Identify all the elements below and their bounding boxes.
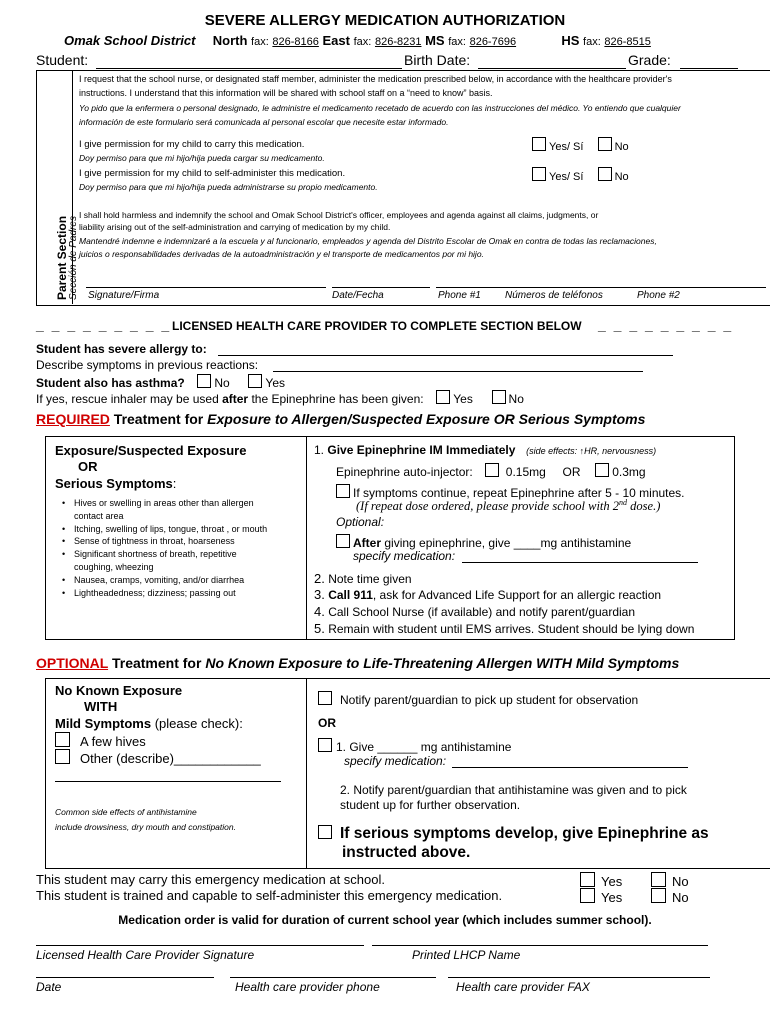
hs-label: HS [561,33,580,48]
birth-date-field[interactable] [478,68,626,69]
symptom-item: • Hives or swelling in areas other than allergen contact area [62,497,267,523]
step-1-text: Give Epinephrine IM Immediately [327,443,516,457]
specify-medication-label: specify medication: [353,549,456,563]
hs-fax-label: fax: [583,36,601,48]
required-divider [306,436,307,639]
optional-specify-field[interactable] [452,767,688,768]
lhcp-printed-name-label: Printed LHCP Name [412,948,521,962]
footer-self-no: No [651,888,689,905]
asthma-yes-checkbox[interactable] [248,374,262,388]
symptoms-field[interactable] [273,371,643,372]
harmless-es-2: juicios o responsabilidades derivadas de la autoadministración y el transporte de medicamentos por mi hijo. [79,249,484,259]
ms-fax-label: fax: [448,36,466,48]
serious-symptoms-text-2: instructed above. [342,844,471,861]
optional-treatment-for: Treatment for [108,655,206,671]
severe-allergy-field[interactable] [218,355,673,356]
footer-self-yes-checkbox[interactable] [580,888,595,903]
optional-word: OPTIONAL [36,655,109,671]
symptom-item: • Significant shortness of breath, repetitive coughing, wheezing [62,548,267,574]
north-fax-label: fax: [251,36,269,48]
give-antihistamine-row [318,738,511,754]
other-describe-field[interactable] [55,781,281,782]
birth-date-label: Birth Date: [404,52,471,68]
inhaler-yes-checkbox[interactable] [436,390,450,404]
serious-symptoms-text-1: If serious symptoms develop, give Epinephrine as [340,825,709,842]
validity-statement: Medication order is valid for duration of current school year (which includes summer school). [118,913,652,927]
dose-015-label: 0.15mg [505,465,546,479]
notify-pickup-text: Notify parent/guardian to pick up student for observation [340,693,639,707]
required-treatment-for: Treatment for [109,411,208,427]
footer-carry-yes-checkbox[interactable] [580,872,595,887]
phone1-label: Phone #1 [438,290,481,301]
district-header [64,33,651,48]
north-fax: 826-8166 [272,36,319,48]
serious-symptoms-row-1 [318,825,709,843]
lhcp-date-field[interactable] [36,977,214,978]
hs-fax: 826-8515 [604,36,651,48]
dose-03-label: 0.3mg [612,465,646,479]
lhcp-date-label: Date [36,980,62,994]
banner-dashes-left: _ _ _ _ _ _ _ _ _ [36,317,172,333]
phone2-label: Phone #2 [637,290,680,301]
asthma-no-checkbox[interactable] [197,374,211,388]
optional-label: Optional: [336,515,385,529]
side-effects: (side effects: ↑HR, nervousness) [526,446,657,456]
with-label: WITH [84,699,118,714]
notify-pickup-row [318,691,638,707]
optional-heading-rest: No Known Exposure to Life-Threatening Allergen WITH Mild Symptoms [205,655,680,671]
symptom-item: • Itching, swelling of lips, tongue, throat , or mouth [62,523,267,536]
request-es-1: Yo pido que la enfermera o personal designado, le administre el medicamento recetado de acuerdo con las instrucciones del médico. Yo entiendo que cualquier [79,103,681,113]
dose-or: OR [562,465,581,479]
mild-symptoms-heading: Mild Symptoms (please check): [55,716,243,731]
harmless-en-2: liability arising out of the self-administration and carrying of medication by my child. [79,222,391,232]
required-word: REQUIRED [36,411,110,427]
repeat-checkbox[interactable] [336,484,350,498]
dose-03-checkbox[interactable] [595,463,609,477]
asthma-yes-label: Yes [265,376,285,390]
footer-carry-yes: Yes [580,872,622,889]
other-label: Other (describe)____________ [80,751,261,766]
inhaler-after: after [222,392,249,406]
symptom-item: • Sense of tightness in throat, hoarseness [62,535,267,548]
lhcp-phone-field[interactable] [230,977,436,978]
carry-yes-checkbox[interactable] [532,137,546,151]
request-en-1: I request that the school nurse, or designated staff member, administer the medication prescribed below, in accordance with the healthcare provider's [79,74,672,84]
step-1: 1. Give Epinephrine IM Immediately (side effects: ↑HR, nervousness) [314,443,657,457]
antihistamine-after-checkbox[interactable] [336,534,350,548]
lhcp-phone-label: Health care provider phone [235,980,380,994]
footer-self-no-checkbox[interactable] [651,888,666,903]
symptom-list [48,497,267,599]
east-fax-label: fax: [353,36,372,48]
harmless-es-1: Mantendré indemne e indemnizaré a la escuela y al funcionario, empleados y agenda del Distrito Escolar de Omak en contra de todas las reclamaciones, [79,236,657,246]
request-es-2: información de este formulario será comunicada al personal escolar que necesite estar informado. [79,117,449,127]
carry-permission-es: Doy permiso para que mi hijo/hija pueda cargar su medicamento. [79,153,325,163]
parent-section-label-es: Sección de Padres [68,216,79,300]
lhcp-banner: LICENSED HEALTH CARE PROVIDER TO COMPLETE SECTION BELOW [172,319,582,333]
inhaler-text-pre: If yes, rescue inhaler may be used [36,392,223,406]
asthma-no-label: No [214,376,230,390]
severe-allergy-label: Student has severe allergy to: [36,342,207,356]
district-name: Omak School District [64,33,196,48]
notify-pickup-checkbox[interactable] [318,691,332,705]
self-admin-statement: This student is trained and capable to self-administer this emergency medication. [36,888,503,903]
lhcp-fax-field[interactable] [448,977,710,978]
required-heading [36,411,645,427]
request-en-2: instructions. I understand that this information will be shared with school staff on a “need to know” basis. [79,88,493,98]
inhaler-yes-label: Yes [453,392,473,406]
notify-given-2: student up for further observation. [340,798,521,812]
carry-statement: This student may carry this emergency medication at school. [36,872,385,887]
asthma-row [36,374,285,390]
notify-given-1: 2. Notify parent/guardian that antihistamine was given and to pick [340,783,687,797]
self-no-checkbox[interactable] [598,167,612,181]
few-hives-checkbox[interactable] [55,732,70,747]
self-yes-label: Yes/ Sí [549,171,584,183]
give-antihistamine-checkbox[interactable] [318,738,332,752]
grade-label: Grade: [628,52,671,68]
inhaler-text-post: the Epinephrine has been given: [248,392,424,406]
serious-symptoms-heading: Serious Symptoms: [55,476,177,491]
antihistamine-after-row: After giving epinephrine, give ____mg antihistamine [336,534,631,550]
optional-divider [306,678,307,868]
east-label: East [322,33,350,48]
dose-015-checkbox[interactable] [485,463,499,477]
step-4: 4. Call School Nurse (if available) and notify parent/guardian [314,604,636,619]
carry-no-label: No [614,141,629,153]
other-row [55,749,261,766]
lhcp-signature-field[interactable] [36,945,364,946]
parent-signature-field[interactable] [86,287,326,288]
self-options [532,167,629,183]
symptoms-label: Describe symptoms in previous reactions: [36,358,259,372]
optional-or: OR [318,716,336,730]
page-title: SEVERE ALLERGY MEDICATION AUTHORIZATION [204,12,566,29]
no-known-exposure-heading: No Known Exposure [55,683,183,698]
asthma-label: Student also has asthma? [36,376,185,390]
exposure-heading: Exposure/Suspected Exposure [55,443,247,458]
grade-field[interactable] [680,68,738,69]
date-label: Date/Fecha [332,290,384,301]
step-5: 5. Remain with student until EMS arrives. Student should be lying down [314,621,695,636]
ms-label: MS [425,33,445,48]
banner-dashes-right: _ _ _ _ _ _ _ _ _ [598,317,734,333]
carry-yes-label: Yes/ Sí [549,141,584,153]
autoinjector-label: Epinephrine auto-injector: [336,465,473,479]
footer-carry-no-checkbox[interactable] [651,872,666,887]
east-fax: 826-8231 [374,36,422,48]
inhaler-no-label: No [508,392,524,406]
lhcp-printed-name-field[interactable] [372,945,708,946]
lhcp-fax-label: Health care provider FAX [456,980,590,994]
self-permission-es: Doy permiso para que mi hijo/hija pueda administrarse su propio medicamento. [79,182,378,192]
optional-heading [36,655,679,671]
repeat-note: (If repeat dose ordered, please provide school with 2nd dose.) [356,498,661,514]
specify-medication-field[interactable] [462,562,698,563]
autoinjector-row [336,463,646,479]
self-permission-en: I give permission for my child to self-administer this medication. [79,168,346,179]
antihistamine-side-effects-2: include drowsiness, dry mouth and constipation. [55,822,236,832]
inhaler-row [36,390,524,406]
carry-permission-en: I give permission for my child to carry this medication. [79,139,305,150]
optional-specify-label: specify medication: [344,754,447,768]
lhcp-signature-label: Licensed Health Care Provider Signature [36,948,255,962]
required-heading-rest: Exposure to Allergen/Suspected Exposure OR Serious Symptoms [207,411,646,427]
serious-symptoms-checkbox[interactable] [318,825,332,839]
inhaler-no-checkbox[interactable] [492,390,506,404]
student-field[interactable] [96,68,402,69]
phone-es-label: Números de teléfonos [505,290,603,301]
symptom-item: • Lightheadedness; dizziness; passing out [62,587,267,600]
ms-fax: 826-7696 [469,36,517,48]
harmless-en-1: I shall hold harmless and indemnify the school and Omak School District's officer, employees and agenda against all claims, judgments, or [79,210,599,220]
footer-carry-no: No [651,872,689,889]
antihistamine-side-effects-1: Common side effects of antihistamine [55,807,197,817]
signature-label: Signature/Firma [88,290,160,301]
give-antihistamine-text: 1. Give ______ mg antihistamine [336,740,512,754]
few-hives-label: A few hives [80,734,146,749]
self-yes-checkbox[interactable] [532,167,546,181]
student-label: Student: [36,52,89,68]
step-2: 2. Note time given [314,571,412,586]
carry-options [532,137,629,153]
footer-self-yes: Yes [580,888,622,905]
symptom-item: • Nausea, cramps, vomiting, and/or diarrhea [62,574,267,587]
step-3: 3. Call 911, ask for Advanced Life Support for an allergic reaction [314,587,662,602]
other-checkbox[interactable] [55,749,70,764]
parent-date-field[interactable] [332,287,430,288]
parent-phone-field[interactable] [436,287,766,288]
exposure-or: OR [78,459,98,474]
repeat-text: If symptoms continue, repeat Epinephrine after 5 - 10 minutes. [353,486,685,500]
carry-no-checkbox[interactable] [598,137,612,151]
few-hives-row [55,732,146,749]
self-no-label: No [614,171,629,183]
north-label: North [212,33,248,48]
parent-section-label: Parent Section [55,215,69,300]
